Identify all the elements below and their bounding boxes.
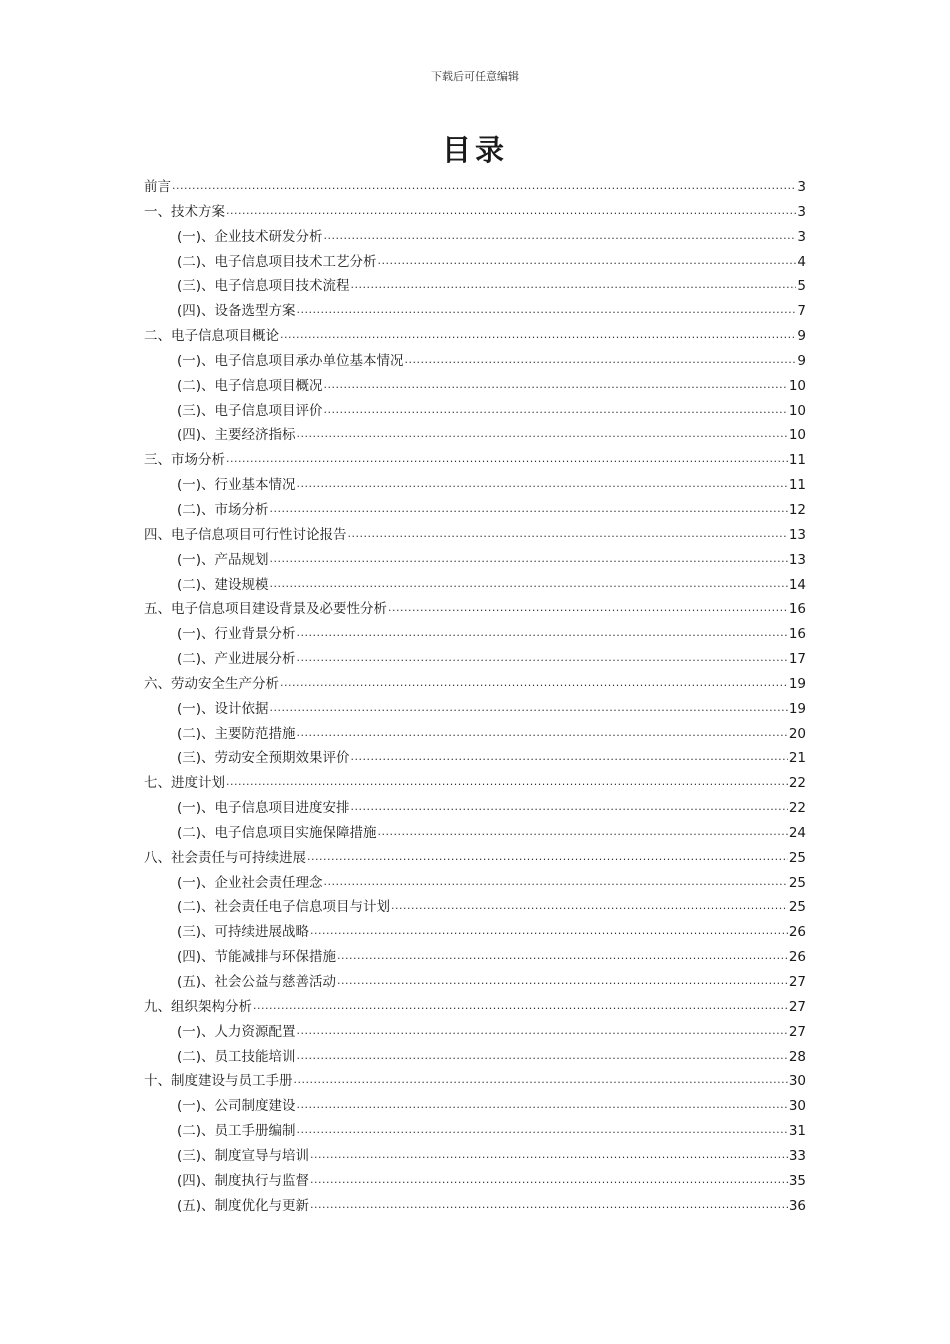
toc-section-entry[interactable] [144, 622, 806, 647]
toc-entry-label: (一)、电子信息项目承办单位基本情况 [177, 352, 404, 369]
toc-entry-label: (二)、市场分析 [177, 501, 269, 518]
toc-page-number: 16 [788, 601, 806, 618]
toc-entry-label: (五)、制度优化与更新 [177, 1197, 310, 1214]
toc-section-entry[interactable] [144, 573, 806, 598]
toc-dot-leader [280, 674, 788, 688]
toc-dot-leader [378, 823, 788, 837]
toc-dot-leader [226, 451, 788, 465]
toc-page-number: 9 [797, 352, 806, 369]
toc-dot-leader [253, 997, 788, 1011]
toc-section-entry[interactable] [144, 399, 806, 424]
toc-entry-label: 八、社会责任与可持续进展 [144, 849, 306, 866]
toc-section-entry[interactable] [144, 423, 806, 448]
toc-chapter-entry[interactable] [144, 1069, 806, 1094]
toc-page-number: 30 [788, 1073, 806, 1090]
toc-chapter-entry[interactable] [144, 175, 806, 200]
toc-section-entry[interactable] [144, 647, 806, 672]
toc-page-number: 14 [788, 576, 806, 593]
toc-section-entry[interactable] [144, 722, 806, 747]
toc-section-entry[interactable] [144, 920, 806, 945]
toc-dot-leader [297, 625, 788, 639]
toc-entry-label: 一、技术方案 [144, 203, 225, 220]
table-of-contents [144, 175, 806, 1218]
toc-dot-leader [378, 252, 797, 266]
toc-chapter-entry[interactable] [144, 995, 806, 1020]
toc-page-number: 17 [788, 651, 806, 668]
toc-page-number: 12 [788, 501, 806, 518]
toc-section-entry[interactable] [144, 1144, 806, 1169]
toc-dot-leader [297, 1047, 788, 1061]
toc-page-number: 21 [788, 750, 806, 767]
toc-entry-label: (二)、电子信息项目实施保障措施 [177, 824, 377, 841]
toc-chapter-entry[interactable] [144, 672, 806, 697]
toc-entry-label: (二)、员工技能培训 [177, 1048, 296, 1065]
toc-entry-label: (一)、行业背景分析 [177, 626, 296, 643]
toc-chapter-entry[interactable] [144, 771, 806, 796]
toc-entry-label: (一)、产品规划 [177, 551, 269, 568]
toc-page-number: 7 [797, 303, 806, 320]
toc-section-entry[interactable] [144, 945, 806, 970]
toc-dot-leader [270, 550, 788, 564]
toc-page-number: 35 [788, 1172, 806, 1189]
toc-page-number: 30 [788, 1098, 806, 1115]
toc-section-entry[interactable] [144, 1194, 806, 1219]
toc-dot-leader [297, 476, 788, 490]
toc-section-entry[interactable] [144, 274, 806, 299]
toc-page-number: 11 [788, 452, 806, 469]
toc-section-entry[interactable] [144, 349, 806, 374]
toc-page-number: 3 [797, 228, 806, 245]
toc-section-entry[interactable] [144, 299, 806, 324]
toc-entry-label: (一)、企业技术研发分析 [177, 228, 323, 245]
toc-section-entry[interactable] [144, 871, 806, 896]
toc-entry-label: 七、进度计划 [144, 775, 225, 792]
toc-page-number: 27 [788, 974, 806, 990]
toc-section-entry[interactable] [144, 498, 806, 523]
toc-entry-label: (二)、产业进展分析 [177, 651, 296, 668]
toc-dot-leader [310, 1171, 788, 1185]
toc-entry-label: 三、市场分析 [144, 452, 225, 469]
toc-page-number: 33 [788, 1147, 806, 1164]
toc-entry-label: (二)、社会责任电子信息项目与计划 [177, 899, 391, 916]
toc-dot-leader [351, 749, 788, 763]
toc-page-number: 11 [788, 477, 806, 494]
toc-dot-leader [297, 724, 788, 738]
toc-chapter-entry[interactable] [144, 597, 806, 622]
toc-entry-label: (二)、主要防范措施 [177, 725, 296, 742]
toc-entry-label: (二)、电子信息项目概况 [177, 377, 323, 394]
toc-page-number: 27 [788, 1023, 806, 1040]
toc-page-number: 36 [788, 1197, 806, 1214]
toc-entry-label: (三)、电子信息项目评价 [177, 402, 323, 419]
toc-chapter-entry[interactable] [144, 200, 806, 225]
toc-entry-label: 五、电子信息项目建设背景及必要性分析 [144, 601, 387, 618]
toc-chapter-entry[interactable] [144, 523, 806, 548]
toc-section-entry[interactable] [144, 895, 806, 920]
toc-page-number: 25 [788, 874, 806, 891]
toc-entry-label: (三)、可持续进展战略 [177, 924, 310, 941]
toc-dot-leader [280, 327, 796, 341]
toc-dot-leader [351, 277, 797, 291]
toc-dot-leader [310, 923, 788, 937]
toc-page-number: 26 [788, 924, 806, 941]
toc-section-entry[interactable] [144, 970, 806, 995]
toc-page-number: 4 [797, 253, 806, 270]
toc-section-entry[interactable] [144, 548, 806, 573]
toc-page-number: 19 [788, 700, 806, 717]
toc-page-number: 22 [788, 775, 806, 792]
toc-page-number: 24 [788, 824, 806, 841]
toc-title: 目录 [441, 133, 508, 167]
toc-page-number: 25 [788, 899, 806, 916]
toc-chapter-entry[interactable] [144, 324, 806, 349]
toc-entry-label: 九、组织架构分析 [144, 998, 252, 1015]
toc-page-number: 25 [788, 849, 806, 866]
toc-entry-label: (一)、行业基本情况 [177, 477, 296, 494]
toc-section-entry[interactable] [144, 1119, 806, 1144]
toc-dot-leader [391, 898, 788, 912]
toc-dot-leader [348, 525, 788, 539]
toc-dot-leader [226, 202, 796, 216]
toc-dot-leader [310, 1146, 788, 1160]
toc-entry-label: (四)、主要经济指标 [177, 427, 296, 444]
toc-dot-leader [324, 227, 797, 241]
toc-page-number: 26 [788, 949, 806, 966]
toc-page-number: 22 [788, 800, 806, 817]
toc-dot-leader [297, 1122, 788, 1136]
toc-dot-leader [324, 401, 788, 415]
toc-dot-leader [172, 178, 796, 192]
toc-dot-leader [297, 426, 788, 440]
toc-dot-leader [297, 1022, 788, 1036]
toc-dot-leader [270, 699, 788, 713]
toc-dot-leader [310, 1196, 788, 1210]
toc-page-number: 20 [788, 725, 806, 742]
toc-page-number: 9 [797, 328, 806, 345]
toc-page-number: 3 [797, 179, 806, 195]
toc-dot-leader [324, 873, 788, 887]
toc-section-entry[interactable] [144, 473, 806, 498]
toc-section-entry[interactable] [144, 1045, 806, 1070]
toc-page-number: 10 [788, 377, 806, 394]
toc-section-entry[interactable] [144, 1169, 806, 1194]
toc-section-entry[interactable] [144, 697, 806, 722]
toc-page-number: 5 [797, 278, 806, 295]
toc-entry-label: (一)、人力资源配置 [177, 1023, 296, 1040]
toc-section-entry[interactable] [144, 250, 806, 275]
toc-entry-label: (四)、设备选型方案 [177, 303, 296, 320]
toc-dot-leader [388, 600, 788, 614]
toc-dot-leader [307, 848, 788, 862]
toc-entry-label: (一)、设计依据 [177, 700, 269, 717]
toc-entry-label: (三)、电子信息项目技术流程 [177, 278, 350, 295]
toc-dot-leader [226, 774, 788, 788]
toc-dot-leader [405, 351, 797, 365]
toc-section-entry[interactable] [144, 746, 806, 771]
toc-entry-label: 十、制度建设与员工手册 [144, 1073, 293, 1090]
toc-entry-label: (一)、企业社会责任理念 [177, 874, 323, 891]
toc-entry-label: 六、劳动安全生产分析 [144, 675, 279, 692]
toc-entry-label: (三)、制度宣导与培训 [177, 1147, 310, 1164]
toc-page-number: 16 [788, 626, 806, 643]
toc-dot-leader [297, 1097, 788, 1111]
toc-dot-leader [294, 1072, 788, 1086]
toc-page-number: 19 [788, 675, 806, 692]
toc-entry-label: (二)、员工手册编制 [177, 1123, 296, 1140]
toc-entry-label: (五)、社会公益与慈善活动 [177, 974, 337, 990]
toc-entry-label: (一)、公司制度建设 [177, 1098, 296, 1115]
toc-entry-label: (四)、制度执行与监督 [177, 1172, 310, 1189]
toc-page-number: 3 [797, 203, 806, 220]
toc-entry-label: (三)、劳动安全预期效果评价 [177, 750, 350, 767]
toc-dot-leader [270, 575, 788, 589]
toc-entry-label: (二)、建设规模 [177, 576, 269, 593]
toc-page-number: 31 [788, 1123, 806, 1140]
toc-entry-label: 四、电子信息项目可行性讨论报告 [144, 526, 347, 543]
toc-dot-leader [337, 948, 788, 962]
toc-entry-label: 前言 [144, 179, 171, 195]
toc-page-number: 10 [788, 427, 806, 444]
toc-page-number: 13 [788, 526, 806, 543]
toc-entry-label: 二、电子信息项目概论 [144, 328, 279, 345]
toc-section-entry[interactable] [144, 796, 806, 821]
page-header-note: 下载后可任意编辑 [431, 70, 519, 83]
toc-dot-leader [324, 376, 788, 390]
toc-section-entry[interactable] [144, 374, 806, 399]
toc-page-number: 10 [788, 402, 806, 419]
toc-page-number: 13 [788, 551, 806, 568]
toc-section-entry[interactable] [144, 225, 806, 250]
toc-entry-label: (一)、电子信息项目进度安排 [177, 800, 350, 817]
toc-chapter-entry[interactable] [144, 846, 806, 871]
toc-section-entry[interactable] [144, 821, 806, 846]
toc-page-number: 27 [788, 998, 806, 1015]
toc-chapter-entry[interactable] [144, 448, 806, 473]
toc-section-entry[interactable] [144, 1094, 806, 1119]
toc-page-number: 28 [788, 1048, 806, 1065]
toc-dot-leader [297, 650, 788, 664]
toc-section-entry[interactable] [144, 1020, 806, 1045]
toc-dot-leader [351, 799, 788, 813]
toc-entry-label: (二)、电子信息项目技术工艺分析 [177, 253, 377, 270]
toc-entry-label: (四)、节能减排与环保措施 [177, 949, 337, 966]
toc-dot-leader [337, 973, 788, 987]
toc-dot-leader [297, 302, 797, 316]
toc-dot-leader [270, 500, 788, 514]
